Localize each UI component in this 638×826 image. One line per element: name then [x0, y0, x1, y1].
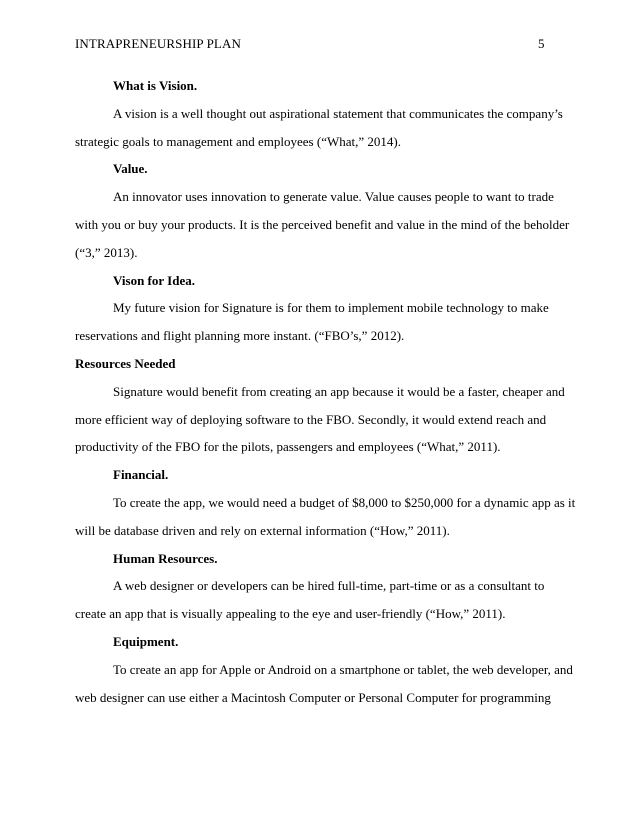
paragraph-line: Signature would benefit from creating an app because it would be a faster, cheaper and: [113, 383, 565, 399]
paragraph-line: My future vision for Signature is for them to implement mobile technology to make: [113, 300, 549, 316]
paragraph-line: create an app that is visually appealing to the eye and user-friendly (“How,” 2011).: [75, 606, 506, 622]
page-number: 5: [538, 36, 545, 51]
heading-financial: Financial.: [113, 467, 169, 483]
heading-resources-needed: Resources Needed: [75, 355, 176, 371]
paragraph-line: An innovator uses innovation to generate value. Value causes people to want to trade: [113, 189, 554, 205]
paragraph-line: more efficient way of deploying software to the FBO. Secondly, it would extend reach and: [75, 411, 547, 427]
heading-vison-for-idea: Vison for Idea.: [113, 272, 195, 288]
paragraph-line: A vision is a well thought out aspirational statement that communicates the company’s: [113, 105, 563, 121]
document-body: [75, 72, 576, 711]
paragraph-line: will be database driven and rely on external information (“How,” 2011).: [75, 522, 450, 538]
paragraph-line: A web designer or developers can be hired full-time, part-time or as a consultant to: [113, 578, 545, 594]
paragraph-line: (“3,” 2013).: [75, 244, 138, 260]
heading-what-is-vision: What is Vision.: [113, 78, 198, 93]
paragraph-line: strategic goals to management and employees (“What,” 2014).: [75, 133, 401, 149]
paragraph-line: To create the app, we would need a budget of $8,000 to $250,000 for a dynamic app as it: [113, 494, 576, 510]
running-head: INTRAPRENEURSHIP PLAN: [75, 36, 241, 51]
heading-equipment: Equipment.: [113, 633, 179, 649]
paragraph-line: To create an app for Apple or Android on a smartphone or tablet, the web developer, and: [113, 661, 573, 677]
paragraph-line: with you or buy your products. It is the perceived benefit and value in the mind of the beholder: [75, 216, 570, 232]
paragraph-line: productivity of the FBO for the pilots, passengers and employees (“What,” 2011).: [75, 439, 501, 455]
heading-human-resources: Human Resources.: [113, 550, 218, 566]
paragraph-line: web designer can use either a Macintosh Computer or Personal Computer for programming: [75, 689, 551, 705]
paragraph-line: reservations and flight planning more instant. (“FBO’s,” 2012).: [75, 328, 405, 344]
heading-value: Value.: [113, 161, 148, 177]
